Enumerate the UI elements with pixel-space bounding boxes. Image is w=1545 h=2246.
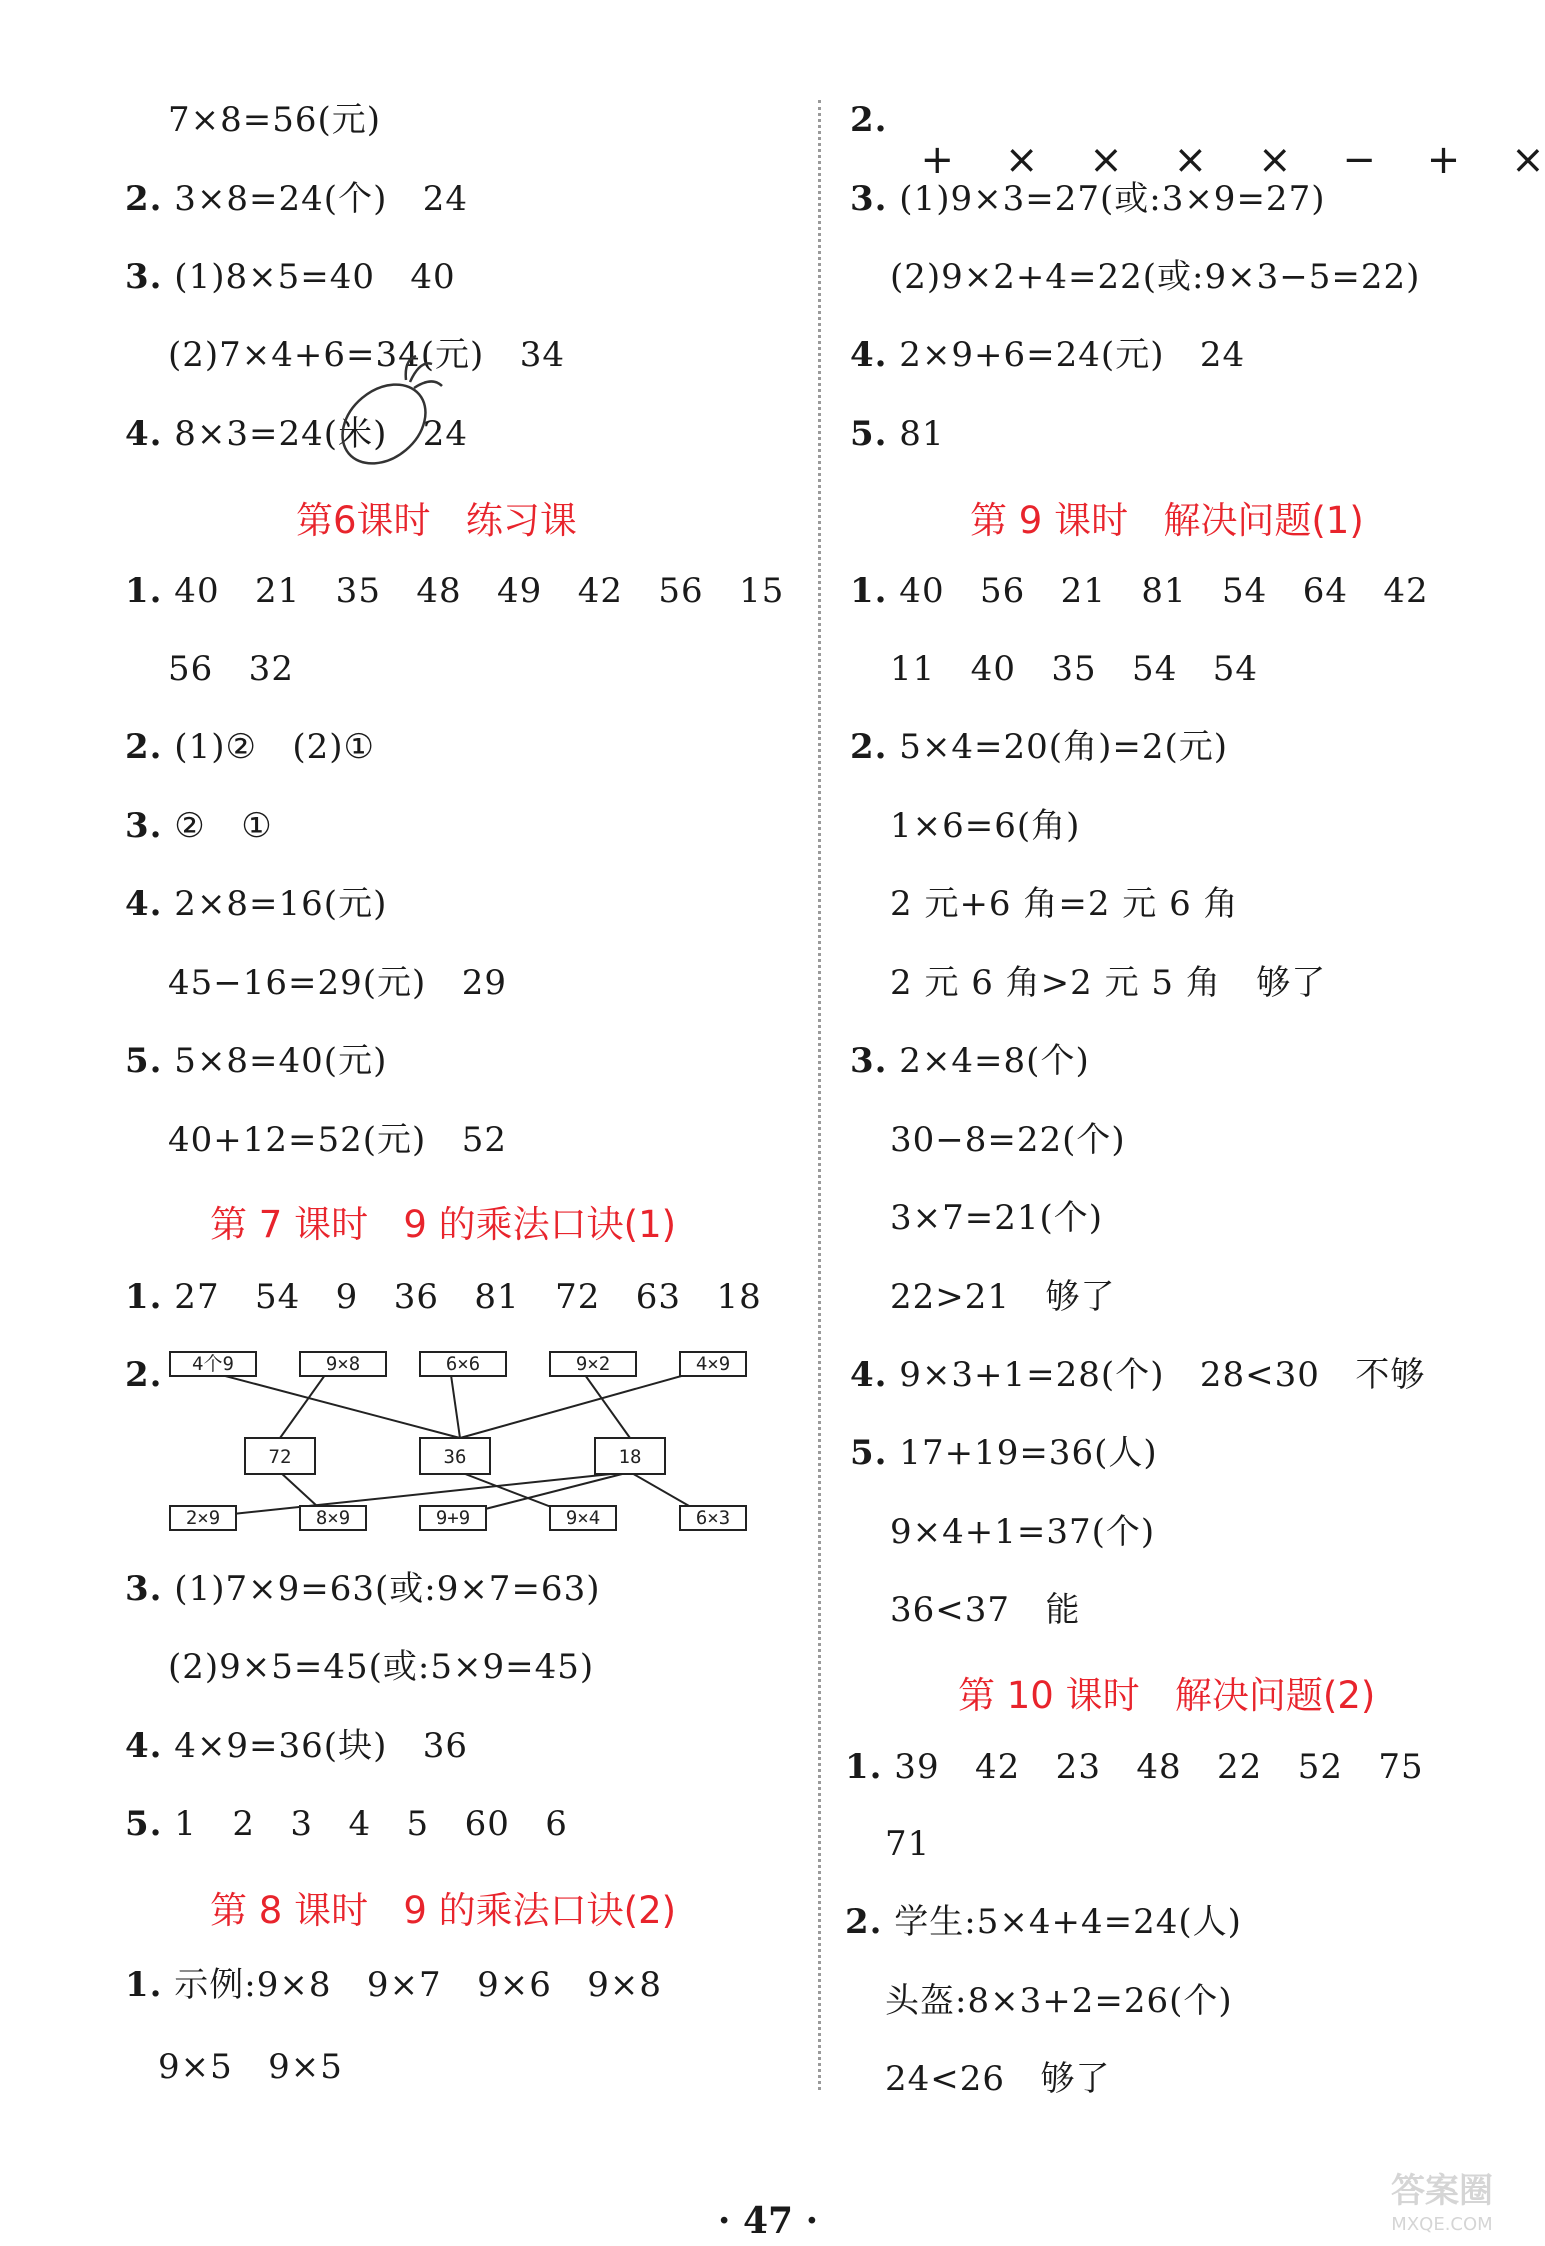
answer-line: 1. 示例:9×8 9×7 9×6 9×8 bbox=[125, 1965, 663, 2005]
diagram-bottom-label: 2×9 bbox=[185, 1507, 221, 1529]
diagram-top-label: 9×2 bbox=[575, 1353, 611, 1375]
diagram-result: 72 bbox=[268, 1446, 292, 1468]
sign: + bbox=[1426, 137, 1461, 183]
answer-line: 5. 17+19=36(人) bbox=[850, 1433, 1158, 1473]
diagram-bottom-label: 8×9 bbox=[315, 1507, 351, 1529]
answer-line: 3. (1)8×5=40 40 bbox=[125, 257, 456, 297]
answer-line: 1. 40 56 21 81 54 64 42 bbox=[850, 571, 1429, 611]
lesson-heading-6: 第6课时 练习课 bbox=[296, 499, 577, 542]
diagram-bottom-label: 9+9 bbox=[435, 1507, 471, 1529]
answer-line: 2 元 6 角>2 元 5 角 够了 bbox=[890, 963, 1327, 1003]
answer-line: 3. 2×4=8(个) bbox=[850, 1041, 1090, 1081]
answer-line: 1×6=6(角) bbox=[890, 806, 1081, 846]
answer-line: 4. 4×9=36(块) 36 bbox=[125, 1726, 469, 1766]
watermark-line2: MXQE.COM bbox=[1391, 2214, 1493, 2235]
answer-line: 4. 2×8=16(元) bbox=[125, 884, 388, 924]
answer-line: 2. bbox=[125, 1355, 163, 1395]
answer-line: 11 40 35 54 54 bbox=[890, 649, 1259, 689]
lesson-heading-8: 第 8 课时 9 的乘法口诀(2) bbox=[210, 1889, 677, 1932]
answer-line: 22>21 够了 bbox=[890, 1277, 1116, 1317]
answer-line: 7×8=56(元) bbox=[168, 100, 382, 140]
answer-line: 71 bbox=[885, 1824, 931, 1864]
answer-line: 2. bbox=[850, 100, 888, 140]
lesson-heading-10: 第 10 课时 解决问题(2) bbox=[958, 1674, 1376, 1717]
answer-line: 40+12=52(元) 52 bbox=[168, 1120, 507, 1160]
answer-line: 3×7=21(个) bbox=[890, 1198, 1104, 1238]
answer-line: 2. 3×8=24(个) 24 bbox=[125, 179, 469, 219]
sign-row bbox=[895, 100, 1545, 183]
answer-line: 24<26 够了 bbox=[885, 2059, 1111, 2099]
sign: × bbox=[1511, 137, 1545, 183]
answer-line: 2. 学生:5×4+4=24(人) bbox=[845, 1902, 1242, 1942]
answer-line: 30−8=22(个) bbox=[890, 1120, 1126, 1160]
diagram-top-label: 9×8 bbox=[325, 1353, 361, 1375]
answer-line: 4. 2×9+6=24(元) 24 bbox=[850, 335, 1246, 375]
answer-line: 9×4+1=37(个) bbox=[890, 1512, 1156, 1552]
answer-line: 1. 40 21 35 48 49 42 56 15 bbox=[125, 571, 785, 611]
diagram-bottom-label: 6×3 bbox=[695, 1507, 731, 1529]
answer-line: 36<37 能 bbox=[890, 1590, 1081, 1630]
answer-line: 3. (1)9×3=27(或:3×9=27) bbox=[850, 179, 1326, 219]
answer-line: 3. (1)7×9=63(或:9×7=63) bbox=[125, 1569, 601, 1609]
answer-line: 9×5 9×5 bbox=[158, 2047, 343, 2087]
answer-line: 4. 9×3+1=28(个) 28<30 不够 bbox=[850, 1355, 1426, 1395]
answer-line: 头盔:8×3+2=26(个) bbox=[885, 1981, 1233, 2021]
answer-line: 2 元+6 角=2 元 6 角 bbox=[890, 884, 1239, 924]
answer-line: 45−16=29(元) 29 bbox=[168, 963, 507, 1003]
answer-line: 56 32 bbox=[168, 649, 294, 689]
column-divider bbox=[818, 100, 821, 2090]
diagram-result: 18 bbox=[618, 1446, 642, 1468]
diagram-top-label: 4×9 bbox=[695, 1353, 731, 1375]
matching-diagram bbox=[150, 1340, 750, 1550]
answer-line: 1. 39 42 23 48 22 52 75 bbox=[845, 1747, 1424, 1787]
diagram-top-label: 6×6 bbox=[445, 1353, 481, 1375]
sign: + bbox=[920, 137, 954, 183]
sign: × bbox=[1173, 137, 1208, 183]
answer-line: 1. 27 54 9 36 81 72 63 18 bbox=[125, 1277, 762, 1317]
sign: × bbox=[1089, 137, 1123, 183]
answer-line: 2. (1)② (2)① bbox=[125, 727, 376, 767]
watermark-logo bbox=[1362, 2158, 1522, 2238]
diagram-bottom-label: 9×4 bbox=[565, 1507, 601, 1529]
answer-line: 5. 1 2 3 4 5 60 6 bbox=[125, 1804, 568, 1844]
diagram-result: 36 bbox=[443, 1446, 467, 1468]
page-number: · 47 · bbox=[717, 2200, 819, 2242]
diagram-top-label: 4个9 bbox=[192, 1353, 234, 1375]
answer-line: 2. 5×4=20(角)=2(元) bbox=[850, 727, 1228, 767]
answer-line: 5. 81 bbox=[850, 414, 945, 454]
answer-line: (2)9×5=45(或:5×9=45) bbox=[168, 1647, 595, 1687]
sign: × bbox=[1004, 137, 1039, 183]
answer-line: 5. 5×8=40(元) bbox=[125, 1041, 388, 1081]
watermark-line1: 答案圈 bbox=[1391, 2171, 1493, 2211]
answer-line: (2)9×2+4=22(或:9×3−5=22) bbox=[890, 257, 1421, 297]
lesson-heading-9: 第 9 课时 解决问题(1) bbox=[970, 499, 1364, 542]
sign: × bbox=[1257, 137, 1292, 183]
sign: − bbox=[1342, 137, 1376, 183]
carrot-icon bbox=[322, 352, 452, 472]
lesson-heading-7: 第 7 课时 9 的乘法口诀(1) bbox=[210, 1203, 677, 1246]
answer-line: 4. 8×3=24(米) 24 bbox=[125, 414, 469, 454]
answer-line: 3. ② ① bbox=[125, 806, 273, 846]
answer-line: (2)7×4+6=34(元) 34 bbox=[168, 335, 566, 375]
